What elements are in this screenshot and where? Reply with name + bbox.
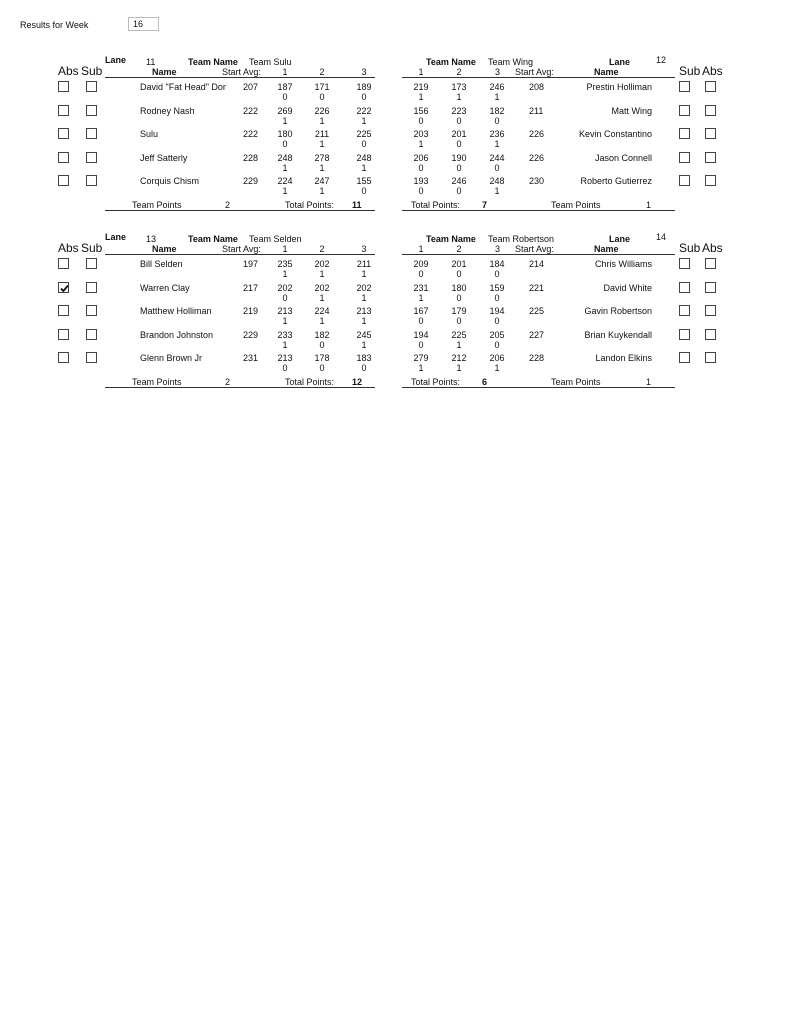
substitute-checkbox[interactable] xyxy=(679,105,690,116)
abs-header: Abs xyxy=(702,241,723,255)
start-average: 227 xyxy=(529,329,545,340)
lane-number: 14 xyxy=(656,232,667,242)
game-1-header: 1 xyxy=(418,67,424,77)
footer-divider xyxy=(105,210,375,211)
substitute-checkbox[interactable] xyxy=(86,258,97,269)
game-3-score: 194 xyxy=(489,306,505,316)
game-1-points: 1 xyxy=(282,269,288,279)
game-3-score: 213 xyxy=(356,306,372,316)
player-name: Bill Selden xyxy=(140,259,183,269)
header-divider xyxy=(402,254,675,255)
game-1-header: 1 xyxy=(282,244,288,254)
start-average: 214 xyxy=(529,259,545,269)
game-3-points: 1 xyxy=(361,269,367,279)
player-name: Gavin Robertson xyxy=(584,306,652,316)
game-2-points: 1 xyxy=(456,363,462,373)
game-1-header: 1 xyxy=(282,67,288,77)
game-2-score: 201 xyxy=(451,259,467,269)
game-3-points: 0 xyxy=(361,363,367,373)
game-2-points: 0 xyxy=(319,339,325,350)
team-points-label: Team Points xyxy=(551,377,601,387)
abs-header: Abs xyxy=(58,241,79,255)
substitute-checkbox[interactable] xyxy=(679,152,690,163)
start-average: 222 xyxy=(242,129,258,139)
start-average: 228 xyxy=(529,353,545,363)
absent-checkbox[interactable] xyxy=(705,352,716,363)
player-name: Brian Kuykendall xyxy=(584,329,652,340)
game-3-score: 183 xyxy=(356,353,372,363)
game-3-points: 1 xyxy=(361,339,367,350)
game-1-points: 0 xyxy=(418,115,424,126)
game-1-score: 231 xyxy=(413,282,429,293)
absent-checkbox[interactable] xyxy=(58,81,69,92)
game-1-score: 206 xyxy=(413,152,429,163)
game-3-points: 0 xyxy=(494,115,500,126)
game-1-header: 1 xyxy=(418,244,424,254)
absent-checkbox[interactable] xyxy=(705,305,716,316)
absent-checkbox[interactable] xyxy=(705,258,716,269)
game-2-points: 0 xyxy=(319,363,325,373)
game-1-points: 1 xyxy=(282,186,288,196)
game-2-score: 223 xyxy=(451,105,467,116)
game-1-score: 269 xyxy=(277,105,293,116)
start-avg-header: Start Avg: xyxy=(515,244,554,254)
game-1-score: 235 xyxy=(277,259,293,269)
header-divider xyxy=(105,254,375,255)
player-name: Rodney Nash xyxy=(140,105,195,116)
game-3-points: 1 xyxy=(494,139,500,149)
game-2-score: 182 xyxy=(314,329,330,340)
name-header: Name xyxy=(594,244,619,254)
team-name: Team Sulu xyxy=(249,57,292,67)
name-header: Name xyxy=(594,67,619,77)
absent-checkbox[interactable] xyxy=(58,152,69,163)
start-average: 208 xyxy=(529,82,545,92)
absent-checkbox[interactable] xyxy=(58,329,69,340)
game-3-score: 155 xyxy=(356,176,372,186)
game-2-header: 2 xyxy=(456,67,462,77)
start-average: 225 xyxy=(529,306,545,316)
game-1-score: 167 xyxy=(413,306,429,316)
substitute-checkbox[interactable] xyxy=(86,282,97,293)
player-name: Sulu xyxy=(140,129,159,139)
absent-checkbox[interactable] xyxy=(705,329,716,340)
game-3-points: 1 xyxy=(361,316,367,326)
lane-label: Lane xyxy=(105,232,127,242)
game-3-score: 225 xyxy=(356,129,372,139)
game-2-score: 246 xyxy=(451,176,467,186)
game-1-points: 1 xyxy=(418,139,424,149)
total-points-value: 12 xyxy=(352,377,363,387)
team-name: Team Wing xyxy=(488,57,534,67)
game-2-score: 190 xyxy=(451,152,467,163)
game-1-points: 1 xyxy=(282,162,288,173)
game-3-points: 0 xyxy=(494,292,500,303)
player-name: David White xyxy=(603,282,652,293)
start-average: 228 xyxy=(242,152,258,163)
player-name: Corquis Chism xyxy=(140,176,200,186)
game-1-score: 248 xyxy=(277,152,293,163)
team-points-label: Team Points xyxy=(132,200,182,210)
game-2-points: 0 xyxy=(456,186,462,196)
game-3-points: 0 xyxy=(361,139,367,149)
player-name: Kevin Constantino xyxy=(578,129,652,139)
game-2-points: 0 xyxy=(456,316,462,326)
game-2-header: 2 xyxy=(319,67,325,77)
total-points-value: 6 xyxy=(482,377,488,387)
player-name: Matthew Holliman xyxy=(140,306,212,316)
game-2-score: 226 xyxy=(314,105,330,116)
game-1-score: 213 xyxy=(277,306,293,316)
abs-header: Abs xyxy=(702,64,723,78)
start-average: 207 xyxy=(242,82,258,92)
total-points-label: Total Points: xyxy=(411,377,461,387)
game-1-score: 202 xyxy=(277,282,293,293)
game-2-points: 0 xyxy=(456,162,462,173)
player-name: Landon Elkins xyxy=(595,353,652,363)
substitute-checkbox[interactable] xyxy=(86,152,97,163)
lane-number: 12 xyxy=(656,55,667,65)
start-average: 221 xyxy=(529,282,545,293)
start-avg-header: Start Avg: xyxy=(222,244,261,254)
game-3-score: 159 xyxy=(489,282,505,293)
game-1-points: 0 xyxy=(282,363,288,373)
game-3-points: 0 xyxy=(494,269,500,279)
total-points-label: Total Points: xyxy=(285,377,335,387)
sub-header: Sub xyxy=(81,241,103,255)
game-2-points: 1 xyxy=(319,115,325,126)
footer-divider xyxy=(105,387,375,388)
game-3-score: 248 xyxy=(489,176,505,186)
substitute-checkbox[interactable] xyxy=(86,305,97,316)
team-points-label: Team Points xyxy=(132,377,182,387)
game-2-points: 0 xyxy=(456,139,462,149)
game-1-score: 203 xyxy=(413,129,429,139)
game-3-score: 222 xyxy=(356,105,372,116)
start-average: 226 xyxy=(529,152,545,163)
game-2-score: 278 xyxy=(314,152,330,163)
substitute-checkbox[interactable] xyxy=(86,175,97,186)
game-1-score: 209 xyxy=(413,259,429,269)
total-points-label: Total Points: xyxy=(285,200,335,210)
lane-number: 13 xyxy=(146,234,157,244)
game-2-score: 224 xyxy=(314,306,330,316)
absent-checkbox[interactable] xyxy=(705,282,716,293)
game-2-score: 202 xyxy=(314,259,330,269)
start-average: 231 xyxy=(242,353,258,363)
game-1-points: 0 xyxy=(418,186,424,196)
game-1-score: 194 xyxy=(413,329,429,340)
substitute-checkbox[interactable] xyxy=(679,305,690,316)
substitute-checkbox[interactable] xyxy=(86,329,97,340)
sub-header: Sub xyxy=(679,64,701,78)
game-1-score: 180 xyxy=(277,129,293,139)
team-name: Team Robertson xyxy=(488,234,555,244)
absent-checkbox[interactable] xyxy=(705,105,716,116)
game-3-points: 0 xyxy=(494,316,500,326)
game-1-score: 279 xyxy=(413,353,429,363)
game-3-score: 211 xyxy=(356,259,372,269)
substitute-checkbox[interactable] xyxy=(679,282,690,293)
absent-checkbox[interactable] xyxy=(58,305,69,316)
start-average: 211 xyxy=(529,105,544,116)
game-2-points: 1 xyxy=(456,339,462,350)
start-average: 229 xyxy=(242,176,258,186)
game-2-score: 201 xyxy=(451,129,467,139)
team-name-label: Team Name xyxy=(426,234,476,244)
game-1-points: 0 xyxy=(418,269,424,279)
game-1-points: 0 xyxy=(418,162,424,173)
absent-checkbox[interactable] xyxy=(705,175,716,186)
start-average: 222 xyxy=(242,105,258,116)
game-2-score: 180 xyxy=(451,282,467,293)
start-average: 230 xyxy=(529,176,545,186)
game-3-points: 0 xyxy=(494,339,500,350)
game-3-points: 0 xyxy=(361,186,367,196)
game-3-points: 0 xyxy=(494,162,500,173)
game-2-score: 212 xyxy=(451,353,467,363)
game-3-points: 1 xyxy=(494,186,500,196)
game-1-points: 1 xyxy=(418,92,424,102)
game-2-score: 178 xyxy=(314,353,330,363)
game-1-points: 0 xyxy=(282,139,288,149)
total-points-value: 11 xyxy=(352,200,362,210)
game-2-score: 171 xyxy=(314,82,330,92)
team-name: Team Selden xyxy=(249,234,302,244)
game-2-points: 1 xyxy=(319,186,325,196)
player-name: Warren Clay xyxy=(140,282,190,293)
game-2-points: 0 xyxy=(319,92,325,102)
substitute-checkbox[interactable] xyxy=(679,352,690,363)
game-1-points: 0 xyxy=(418,316,424,326)
game-2-score: 173 xyxy=(451,82,467,92)
player-name: Glenn Brown Jr xyxy=(140,353,203,363)
game-1-score: 224 xyxy=(277,176,293,186)
game-1-points: 0 xyxy=(282,292,288,303)
team-points-value: 2 xyxy=(225,200,231,210)
game-3-score: 244 xyxy=(489,152,505,163)
player-name: David "Fat Head" Dor xyxy=(140,82,226,92)
game-3-score: 206 xyxy=(489,353,505,363)
substitute-checkbox[interactable] xyxy=(86,352,97,363)
game-3-points: 1 xyxy=(361,162,367,173)
game-2-score: 247 xyxy=(314,176,330,186)
substitute-checkbox[interactable] xyxy=(679,329,690,340)
game-1-points: 1 xyxy=(418,363,424,373)
game-1-score: 193 xyxy=(413,176,429,186)
absent-checkbox[interactable] xyxy=(58,128,69,139)
game-1-points: 1 xyxy=(418,292,424,303)
abs-header: Abs xyxy=(58,64,79,78)
substitute-checkbox[interactable] xyxy=(86,105,97,116)
game-3-header: 3 xyxy=(495,244,501,254)
game-2-header: 2 xyxy=(319,244,325,254)
header-divider xyxy=(105,77,375,78)
game-3-header: 3 xyxy=(495,67,501,77)
game-1-score: 213 xyxy=(277,353,293,363)
substitute-checkbox[interactable] xyxy=(679,258,690,269)
game-2-points: 1 xyxy=(319,139,325,149)
lane-number: 11 xyxy=(146,57,156,67)
total-points-value: 7 xyxy=(482,200,488,210)
game-2-score: 225 xyxy=(451,329,467,340)
team-name-label: Team Name xyxy=(188,234,238,244)
game-1-points: 1 xyxy=(282,316,288,326)
game-3-score: 202 xyxy=(356,282,372,293)
team-points-value: 1 xyxy=(646,200,652,210)
player-name: Jeff Satterly xyxy=(140,152,188,163)
game-3-points: 1 xyxy=(494,363,500,373)
absent-checkbox[interactable] xyxy=(705,128,716,139)
substitute-checkbox[interactable] xyxy=(86,81,97,92)
player-name: Jason Connell xyxy=(594,152,652,163)
game-3-score: 205 xyxy=(489,329,505,340)
player-name: Brandon Johnston xyxy=(140,329,214,340)
game-2-score: 179 xyxy=(451,306,467,316)
total-points-label: Total Points: xyxy=(411,200,461,210)
game-2-score: 211 xyxy=(314,129,330,139)
game-2-points: 1 xyxy=(319,162,325,173)
player-name: Prestin Holliman xyxy=(586,82,652,92)
lane-label: Lane xyxy=(609,57,631,67)
results-for-week-label: Results for Week xyxy=(20,20,89,30)
game-3-score: 184 xyxy=(489,259,505,269)
game-3-header: 3 xyxy=(361,244,367,254)
game-2-points: 1 xyxy=(319,292,325,303)
game-1-points: 0 xyxy=(418,339,424,350)
substitute-checkbox[interactable] xyxy=(679,128,690,139)
game-3-points: 0 xyxy=(361,92,367,102)
game-2-points: 0 xyxy=(456,269,462,279)
footer-divider xyxy=(402,387,675,388)
game-3-score: 189 xyxy=(356,82,372,92)
substitute-checkbox[interactable] xyxy=(679,81,690,92)
game-2-points: 1 xyxy=(319,316,325,326)
game-1-score: 156 xyxy=(413,105,429,116)
absent-checkbox[interactable] xyxy=(58,258,69,269)
absent-checkbox[interactable] xyxy=(58,352,69,363)
team-points-label: Team Points xyxy=(551,200,601,210)
team-points-value: 2 xyxy=(225,377,231,387)
team-name-label: Team Name xyxy=(426,57,476,67)
game-2-points: 0 xyxy=(456,292,462,303)
game-2-header: 2 xyxy=(456,244,462,254)
game-3-score: 182 xyxy=(489,105,505,116)
game-1-points: 1 xyxy=(282,115,288,126)
game-1-points: 1 xyxy=(282,339,288,350)
start-average: 226 xyxy=(529,129,545,139)
game-2-points: 0 xyxy=(456,115,462,126)
lane-label: Lane xyxy=(609,234,631,244)
lane-label: Lane xyxy=(105,55,127,65)
name-header: Name xyxy=(152,244,177,254)
absent-checkbox[interactable] xyxy=(58,105,69,116)
game-1-score: 187 xyxy=(277,82,293,92)
game-1-points: 0 xyxy=(282,92,288,102)
team-points-value: 1 xyxy=(646,377,652,387)
player-name: Chris Williams xyxy=(595,259,652,269)
absent-checkbox[interactable] xyxy=(58,175,69,186)
start-avg-header: Start Avg: xyxy=(515,67,554,77)
game-3-score: 245 xyxy=(356,329,372,340)
week-input[interactable]: 16 xyxy=(128,17,159,31)
game-1-score: 219 xyxy=(413,82,429,92)
absent-checkbox[interactable] xyxy=(705,152,716,163)
start-average: 217 xyxy=(242,282,258,293)
game-3-points: 1 xyxy=(494,92,500,102)
game-2-points: 1 xyxy=(456,92,462,102)
substitute-checkbox[interactable] xyxy=(86,128,97,139)
game-3-score: 246 xyxy=(489,82,505,92)
start-average: 229 xyxy=(242,329,258,340)
game-3-header: 3 xyxy=(361,67,367,77)
name-header: Name xyxy=(152,67,177,77)
game-2-score: 202 xyxy=(314,282,330,293)
player-name: Roberto Gutierrez xyxy=(580,176,652,186)
substitute-checkbox[interactable] xyxy=(679,175,690,186)
start-average: 219 xyxy=(242,306,258,316)
game-3-points: 1 xyxy=(361,292,367,303)
footer-divider xyxy=(402,210,675,211)
absent-checkbox[interactable] xyxy=(705,81,716,92)
game-1-score: 233 xyxy=(277,329,293,340)
game-2-points: 1 xyxy=(319,269,325,279)
game-3-score: 248 xyxy=(356,152,372,163)
team-name-label: Team Name xyxy=(188,57,238,67)
sub-header: Sub xyxy=(81,64,103,78)
player-name: Matt Wing xyxy=(611,105,652,116)
sub-header: Sub xyxy=(679,241,701,255)
start-avg-header: Start Avg: xyxy=(222,67,261,77)
header-divider xyxy=(402,77,675,78)
game-3-points: 1 xyxy=(361,115,367,126)
absent-checkbox[interactable] xyxy=(58,282,69,293)
start-average: 197 xyxy=(242,259,258,269)
game-3-score: 236 xyxy=(489,129,505,139)
